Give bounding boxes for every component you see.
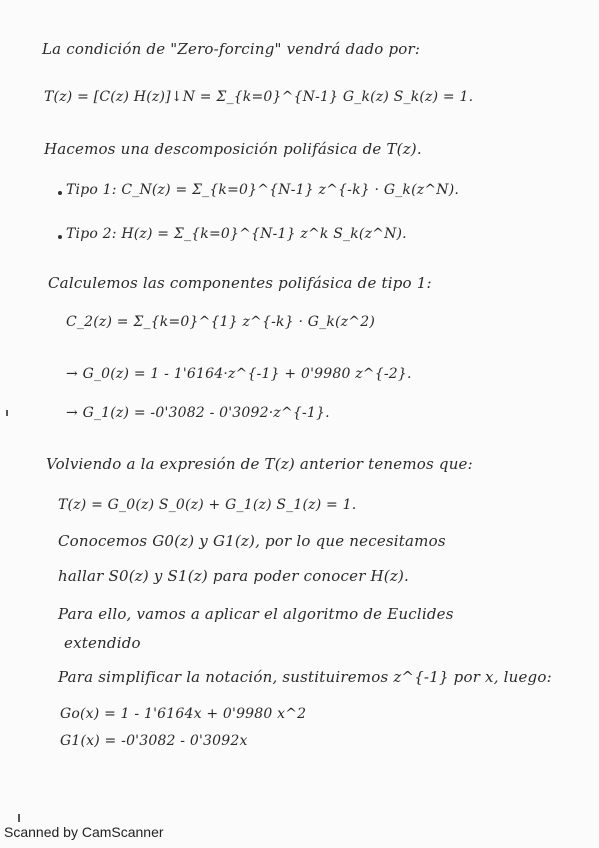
text-line-6: Calculemos las componentes polifásica de tipo 1: (48, 274, 432, 292)
text-line-17: Go(x) = 1 - 1'6164x + 0'9980 x^2 (60, 706, 307, 722)
scan-edge-mark (18, 814, 20, 822)
text-line-16: Para simplificar la notación, sustituiremos z^{-1} por x, luego: (58, 668, 552, 686)
bullet-point (58, 235, 62, 239)
text-line-15: extendido (64, 634, 141, 652)
text-line-2: T(z) = [C(z) H(z)]↓N = Σ_{k=0}^{N-1} G_k(z) S_k(z) = 1. (44, 89, 474, 105)
scan-edge-mark (6, 410, 8, 416)
text-line-14: Para ello, vamos a aplicar el algoritmo de Euclides (58, 605, 454, 623)
text-line-9: → G_1(z) = -0'3082 - 0'3092·z^{-1}. (66, 405, 330, 421)
text-line-5: Tipo 2: H(z) = Σ_{k=0}^{N-1} z^k S_k(z^N). (66, 226, 407, 242)
text-line-4: Tipo 1: C_N(z) = Σ_{k=0}^{N-1} z^{-k} · G_k(z^N). (66, 182, 460, 198)
text-line-13: hallar S0(z) y S1(z) para poder conocer H(z). (58, 567, 409, 585)
text-line-3: Hacemos una descomposición polifásica de T(z). (44, 140, 422, 158)
bullet-point (58, 191, 62, 195)
text-line-7: C_2(z) = Σ_{k=0}^{1} z^{-k} · G_k(z^2) (66, 314, 375, 330)
text-line-11: T(z) = G_0(z) S_0(z) + G_1(z) S_1(z) = 1. (58, 497, 357, 513)
text-line-8: → G_0(z) = 1 - 1'6164·z^{-1} + 0'9980 z^{-2}. (66, 366, 412, 382)
scanner-watermark: Scanned by CamScanner (4, 824, 164, 840)
text-line-18: G1(x) = -0'3082 - 0'3092x (60, 733, 248, 749)
text-line-1: La condición de "Zero-forcing" vendrá dado por: (42, 40, 421, 58)
text-line-12: Conocemos G0(z) y G1(z), por lo que necesitamos (58, 532, 446, 550)
text-line-10: Volviendo a la expresión de T(z) anterior tenemos que: (46, 455, 473, 473)
